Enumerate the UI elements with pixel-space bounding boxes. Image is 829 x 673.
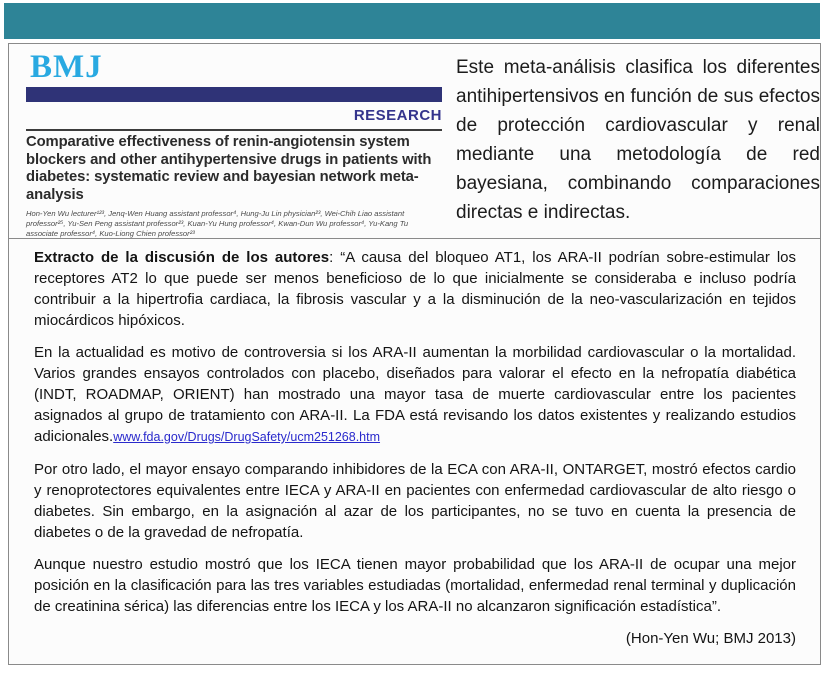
bmj-navy-bar [26, 87, 442, 102]
attribution: (Hon-Yen Wu; BMJ 2013) [625, 630, 796, 647]
extract-paragraph-1-text: : “A causa del bloqueo AT1, los ARA-II podrían sobre-estimular los receptores AT2 lo que puede ser menos beneficioso de lo que inicialmente se consideraba e incluso podría contribuir a la hipertrofia cardiaca, la fibrosis vascular y a la disminución de la neo-vascularización en tejidos miocárdicos hipóxicos. [34, 249, 796, 329]
extract-section [9, 239, 820, 649]
extract-paragraph-4: Aunque nuestro estudio mostró que los IECA tienen mayor probabilidad que los ARA-II de ocupar una mejor posición en la clasificación para las tres variables estudiadas (mortalidad, enfermedad renal terminal y duplicación de creatinina sérica) las diferencias entre los IECA y los ARA-II no alcanzaron significación estadística”. [34, 556, 796, 615]
title-rule [26, 129, 442, 131]
paper-authors: Hon-Yen Wu lecturer¹²³, Jenq-Wen Huang assistant professor⁴, Hung-Ju Lin physician²³, Wei-Chih Liao assistant professor²⁵, Yu-Sen Peng assistant professor²³, Kuan-Yu Hung professor⁴, Kwan-Dun Wu professor⁴, Yu-Kang Tu associate professor⁴, Kuo-Liong Chien professor²³ [26, 209, 409, 238]
intro-paragraph: Este meta-análisis clasifica los diferentes antihipertensivos en función de sus efectos de protección cardiovascular y renal mediante una metodología de red bayesiana, combinando comparaciones directas e indirectas. [456, 57, 820, 223]
bmj-paper-screenshot [26, 48, 442, 239]
extract-paragraph-3: Por otro lado, el mayor ensayo comparando inhibidores de la ECA con ARA-II, ONTARGET, mostró efectos cardio y renoprotectores equivalentes entre IECA y ARA-II en pacientes con enfermedad cardiovascular de alto riesgo o diabetes. Sin embargo, en la asignación al azar de los participantes, no se tuvo en cuenta la presencia de diabetes o de la gravedad de nefropatía. [34, 461, 796, 541]
extract-lead-bold: Extracto de la discusión de los autores [34, 249, 330, 266]
extract-paragraph-2-text: En la actualidad es motivo de controversia si los ARA-II aumentan la morbilidad cardiovascular o la mortalidad. Varios grandes ensayos controlados con placebo, diseñados para valorar el efecto en la nefropatía diabética (INDT, ROADMAP, ORIENT) han mostrado una mayor tasa de muerte cardiovascular entre los pacientes asignados al grupo de tratamiento con ARA-II. La FDA está revisando los datos existentes y realizando estudios adicionales. [34, 344, 796, 445]
extract-paragraph-2 [34, 342, 796, 448]
paper-title: Comparative effectiveness of renin-angiotensin system blockers and other antihypertensive drugs in patients with diabetes: systematic review and bayesian network meta-analysis [26, 134, 432, 203]
content-box [8, 43, 821, 665]
research-section-label: RESEARCH [353, 107, 442, 124]
fda-safety-link[interactable]: www.fda.gov/Drugs/DrugSafety/ucm251268.htm [113, 430, 381, 444]
bmj-logo: BMJ [30, 49, 103, 85]
header-bar [4, 3, 820, 39]
top-section [9, 44, 820, 239]
extract-paragraph-1 [34, 247, 796, 331]
